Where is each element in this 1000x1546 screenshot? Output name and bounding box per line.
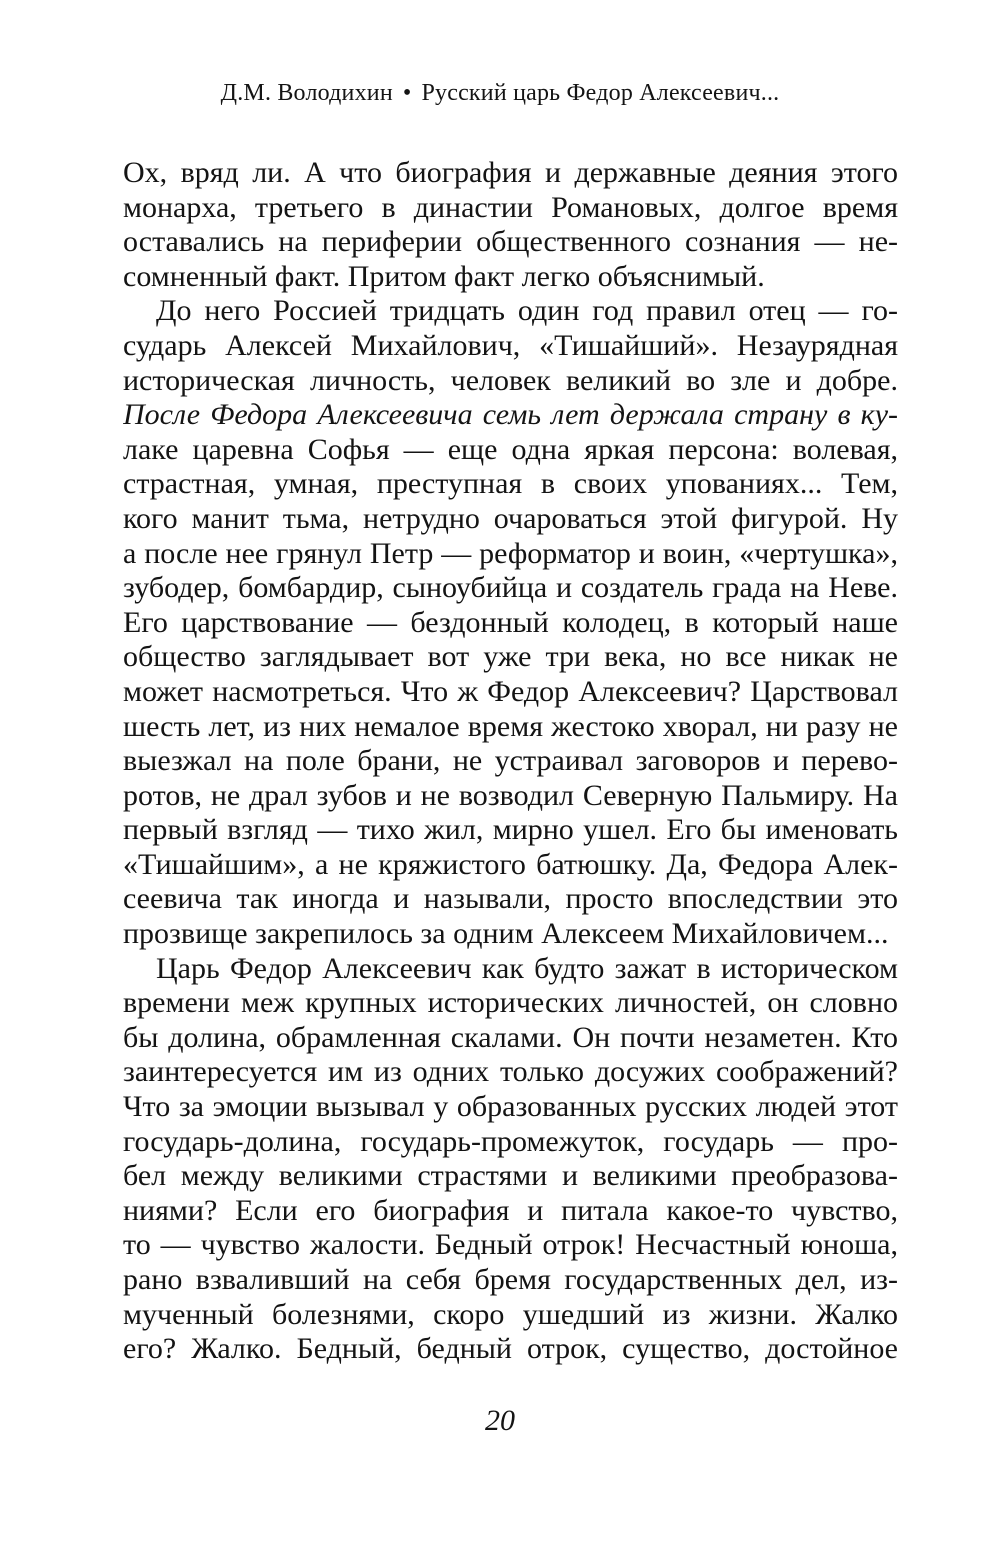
running-header	[0, 78, 1000, 108]
text-line: может насмотреться. Что ж Федор Алексеевич? Царствовал	[123, 674, 898, 708]
text-line: Его царствование — бездонный колодец, в который наше	[123, 605, 898, 639]
text-line: ротов, не драл зубов и не возводил Северную Пальмиру. На	[123, 778, 898, 812]
text-line: историческая личность, человек великий во зле и добре.	[123, 363, 898, 397]
text-line: первый взгляд — тихо жил, мирно ушел. Его бы именовать	[123, 813, 898, 847]
body-text	[123, 156, 898, 1367]
text-line: шесть лет, из них немалое время жестоко хворал, ни разу не	[123, 709, 898, 743]
text-line: бел между великими страстями и великими преобразова-	[123, 1159, 898, 1193]
text-line: мученный болезнями, скоро ушедший из жизни. Жалко	[123, 1297, 898, 1331]
text-line: зубодер, бомбардир, сыноубийца и создатель града на Неве.	[123, 571, 898, 605]
text-line: сударь Алексей Михайлович, «Тишайший». Незаурядная	[123, 328, 898, 362]
page-number: 20	[485, 1404, 515, 1437]
text-line: его? Жалко. Бедный, бедный отрок, существо, достойное	[123, 1332, 898, 1366]
text-line: общество заглядывает вот уже три века, но все никак не	[123, 640, 898, 674]
text-line: кого манит тьма, нетрудно очароваться этой фигурой. Ну	[123, 501, 898, 535]
text-line: прозвище закрепилось за одним Алексеем Михайловичем...	[123, 917, 889, 951]
text-line: бы долина, обрамленная скалами. Он почти незаметен. Кто	[123, 1020, 898, 1054]
text-line: заинтересуется им из одних только досужих соображений?	[123, 1055, 898, 1089]
header-title: Русский царь Федор Алексеевич...	[421, 80, 780, 106]
header-author: Д.М. Володихин	[220, 80, 393, 106]
text-line: Царь Федор Алексеевич как будто зажат в историческом	[156, 951, 898, 985]
text-line: времени меж крупных исторических личностей, он словно	[123, 986, 898, 1020]
text-line: выезжал на поле брани, не устраивал заговоров и перево-	[123, 744, 898, 778]
italic-phrase: После Федора Алексеевича семь лет держала страну в ку-	[123, 398, 898, 432]
text-line: рано взваливший на себя бремя государственных дел, из-	[123, 1263, 898, 1296]
text-line: ниями? Если его биография и питала какое-то чувство,	[123, 1193, 898, 1227]
text-line: Что за эмоции вызывал у образованных русских людей этот	[123, 1090, 898, 1124]
text-line: оставались на периферии общественного сознания — не-	[123, 225, 898, 259]
text-line: сомненный факт. Притом факт легко объяснимый.	[123, 259, 765, 293]
text-line: а после нее грянул Петр — реформатор и воин, «чертушка»,	[123, 536, 898, 570]
text-line: монарха, третьего в династии Романовых, долгое время	[123, 190, 898, 224]
text-line: «Тишайшим», а не кряжистого батюшку. Да, Федора Алек-	[123, 847, 898, 881]
text-line: страстная, умная, преступная в своих упованиях... Тем,	[123, 467, 898, 501]
header-separator: •	[402, 80, 412, 106]
text-line: сеевича так иногда и называли, просто впоследствии это	[123, 882, 898, 916]
text-line: Ох, вряд ли. А что биография и державные деяния этого	[123, 156, 898, 189]
text-line: До него Россией тридцать один год правил отец — го-	[156, 294, 898, 328]
text-line: государь-долина, государь-промежуток, государь — про-	[123, 1124, 898, 1158]
text-line-italic	[123, 398, 898, 433]
text-line: лаке царевна Софья — еще одна яркая персона: волевая,	[123, 432, 898, 466]
text-line: то — чувство жалости. Бедный отрок! Несчастный юноша,	[123, 1228, 898, 1262]
